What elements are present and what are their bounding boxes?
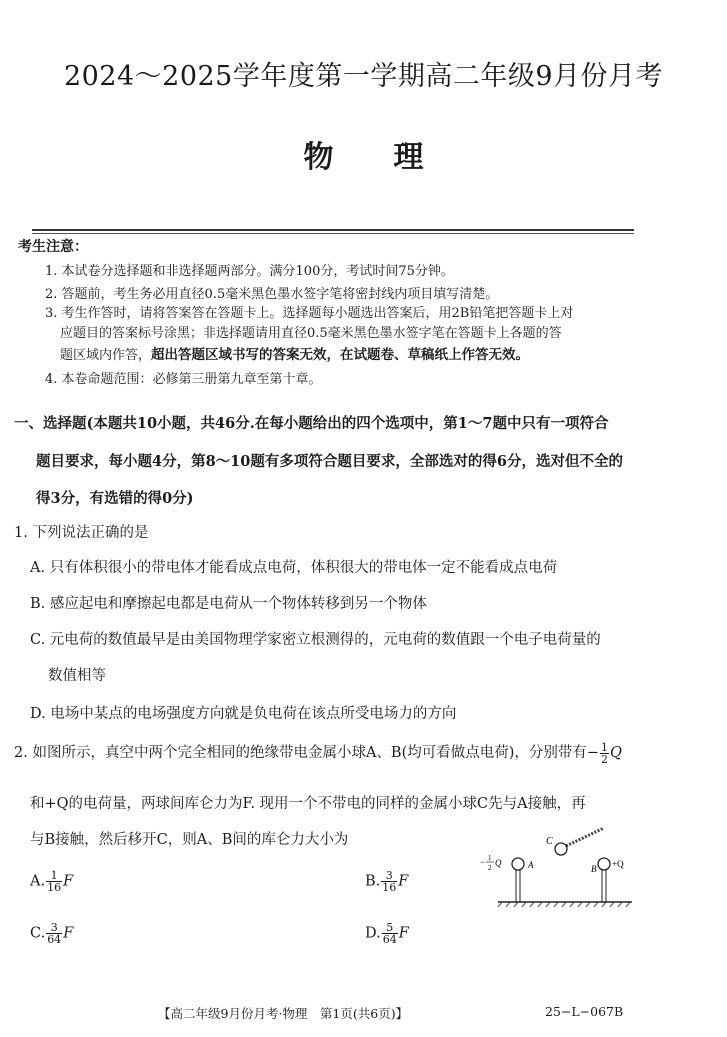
section-heading-line-3: 得3分，有选错的得0分) — [36, 490, 194, 507]
sphere-c — [555, 843, 567, 855]
charge-a-q: Q — [495, 858, 502, 868]
sphere-a — [512, 858, 524, 870]
question-2-stem-line-2: 和+Q的电荷量，两球间库仑力为F. 现用一个不带电的同样的金属小球C先与A接触，再 — [30, 796, 586, 812]
notice-item-3-text: 题区域内作答， — [60, 348, 152, 363]
charge-b: +Q — [612, 859, 624, 869]
notice-item-2: 2. 答题前，考生务必用直径0.5毫米黑色墨水签字笔将密封线内项目填写清楚。 — [45, 287, 499, 302]
question-1-option-b: B. 感应起电和摩擦起电都是电荷从一个物体转移到另一个物体 — [30, 596, 427, 612]
question-2-stem-line-1 — [14, 741, 622, 765]
question-2-stem-line-3: 与B接触，然后移开C，则A、B间的库仑力大小为 — [30, 832, 349, 848]
charge-diagram — [470, 820, 640, 915]
question-2-option-a: A. $\frac{1}{16}$ F — [30, 869, 74, 894]
page-footer: 【高二年级9月份月考·物理 第1页(共6页)】 — [158, 1006, 409, 1021]
section-heading-line-1: 一、选择题(本题共10小题，共46分.在每小题给出的四个选项中，第1～7题中只有一项符合 — [14, 415, 609, 432]
notice-item-3-cont2 — [60, 343, 529, 363]
sphere-b — [598, 858, 610, 870]
question-1-option-d: D. 电场中某点的电场强度方向就是负电荷在该点所受电场力的方向 — [30, 706, 457, 722]
subject-title: 物理 — [303, 140, 484, 175]
label-b: B — [591, 864, 597, 874]
notice-heading: 考生注意： — [18, 239, 88, 255]
charge-a-sign: − — [480, 857, 486, 867]
label-a: A — [528, 860, 534, 870]
question-2-option-b: B. $\frac{3}{16}$ F — [365, 869, 409, 894]
header-divider-thin — [32, 233, 634, 234]
notice-warning: 超出答题区域书写的答案无效，在试题卷、草稿纸上作答无效。 — [151, 347, 530, 363]
label-c: C — [546, 836, 553, 847]
stand-a — [516, 870, 520, 902]
insulating-handle — [566, 828, 604, 846]
section-heading-line-2: 题目要求，每小题4分，第8～10题有多项符合题目要求，全部选对的得6分，选对但不全的 — [36, 453, 623, 470]
question-1-option-c-cont: 数值相等 — [48, 668, 106, 684]
notice-item-4: 4. 本卷命题范围：必修第三册第九章至第十章。 — [45, 372, 322, 387]
charge-a-num: 1 — [488, 854, 492, 862]
question-1-stem: 1. 下列说法正确的是 — [14, 525, 149, 541]
notice-item-3-cont: 应题目的答案标号涂黑；非选择题请用直径0.5毫米黑色墨水签字笔在答题卡上各题的答 — [60, 326, 562, 341]
charge-symbol: Q — [610, 745, 622, 761]
question-2-option-c: C. $\frac{3}{64}$ F — [30, 921, 74, 946]
charge-a-den: 2 — [488, 864, 492, 872]
notice-item-3: 3. 考生作答时，请将答案答在答题卡上。选择题每小题选出答案后，用2B铅笔把答题卡上对 — [45, 306, 574, 321]
fraction-half: $\frac{1}{2}$ — [601, 740, 609, 766]
header-divider-thick — [32, 229, 634, 231]
stand-b — [602, 870, 606, 902]
paper-code: 25−L−067B — [545, 1004, 624, 1019]
question-1-option-c: C. 元电荷的数值最早是由美国物理学家密立根测得的，元电荷的数值跟一个电子电荷量的 — [30, 632, 601, 648]
question-2-stem-text: 2. 如图所示，真空中两个完全相同的绝缘带电金属小球A、B(均可看做点电荷)，分别带有− — [14, 745, 600, 761]
question-2-option-d: D. $\frac{5}{64}$ F — [365, 921, 409, 946]
question-1-option-a: A. 只有体积很小的带电体才能看成点电荷，体积很大的带电体一定不能看成点电荷 — [30, 560, 558, 576]
exam-title: 2024～2025学年度第一学期高二年级9月份月考 — [63, 61, 664, 92]
notice-item-1: 1. 本试卷分选择题和非选择题两部分。满分100分，考试时间75分钟。 — [45, 264, 454, 279]
